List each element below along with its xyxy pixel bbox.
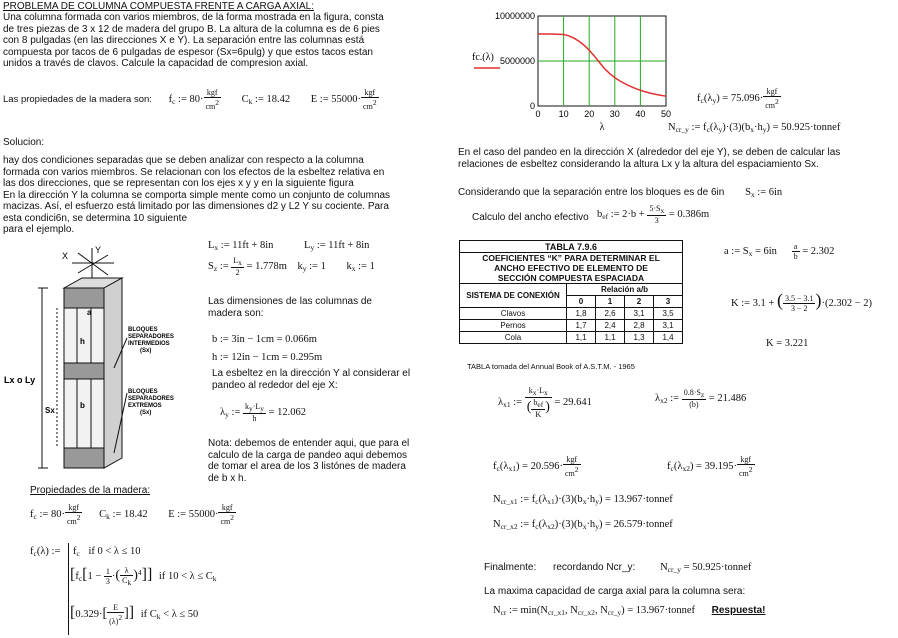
text-line: pandeo al rededor del eje X:	[212, 379, 338, 391]
text-line: de b x h.	[208, 472, 247, 484]
axis-x-label: X	[62, 251, 69, 261]
bloques2-line: EXTREMOS	[128, 403, 162, 409]
x-tick-label: 50	[660, 109, 672, 119]
k-table-col: 2	[625, 296, 654, 308]
lx-ly-defs: $L_x$ := 11ft + 8in $L_y$ := 11ft + 8in	[208, 240, 370, 252]
ncr-y-eq: $N_{cr\_y}$ := $f_c(\lambda_y)\cdot(3)(b_x\cdot h_y)$ = 50.925·tonnef	[668, 122, 841, 134]
text-line: En la dirección Y la columna se comporta simple mente como un conjunto de columnas	[3, 189, 391, 201]
bloques1-line: BLOQUES	[128, 327, 158, 333]
text-line: de tres piezas de 3 x 12 de madera del grupo B. La altura de la columna es de 6 pies	[3, 23, 380, 35]
piecewise-lhs: $f_c(\lambda)$ :=	[30, 546, 61, 558]
piecewise-case3: [0.329·[ $\frac{E}{(\lambda)^2}$ ]] if $C_k < \lambda \le 50$	[70, 603, 199, 626]
fig-h-label: h	[80, 337, 85, 346]
text-line: Una columna formada con varios miembros, de la forma mostrada en la figura, consta	[3, 12, 384, 23]
y-tick-label: 10000000	[494, 11, 535, 21]
k-table	[459, 240, 683, 344]
text-line: esta condici6n, se determina 10 siguiente	[3, 212, 188, 224]
problem-title: PROBLEMA DE COLUMNA COMPUESTA FRENTE A CARGA AXIAL:	[3, 1, 315, 12]
bloques1-line: INTERMEDIOS	[128, 341, 170, 347]
bloques1-line: SEPARADORES	[128, 334, 174, 340]
lambda-x1: $\lambda_{x1}$ := kx·Lx ( $\frac{\text{bef}}{K}$ ) = 29.641	[498, 386, 592, 419]
chart-ylabel: fc.(λ)	[472, 52, 494, 63]
x-tick-label: 40	[635, 109, 646, 119]
props-row: Las propiedades de la madera son: $f_c$ := 80· $\frac{\text{kgf}}{cm^2}$ $C_k$ := 18.42 E := 55000· $\frac{\text{kgf}}{cm^2}$	[3, 88, 377, 111]
props2-row: $f_c$ := 80· $\frac{\text{kgf}}{cm^2}$ $C_k$ := 18.42 E := 55000· $\frac{\text{kgf}}{cm^2}$	[30, 503, 234, 526]
k-table-subtitle: COEFICIENTES “K” PARA DETERMINAR EL ANCHO EFECTIVO DE ELEMENTO DE SECCIÓN COMPUESTA ESPACIADA	[460, 253, 683, 284]
table-row: Clavos 1,8 2,6 3,1 3,5	[460, 308, 683, 320]
k-table-caption: TABLA tomada del Annual Book of A.S.T.M. - 1965	[467, 362, 635, 371]
props2-heading: Propiedades de la madera:	[30, 485, 151, 496]
fig-b-label: b	[80, 401, 85, 410]
table-row: Pernos 1,7 2,4 2,8 3,1	[460, 320, 683, 332]
ncr-x1: $N_{cr\_x1}$ := $f_c(\lambda_{x1})\cdot(3)(b_x\cdot h_y)$ = 13.967·tonnef	[493, 494, 673, 506]
text-line: relaciones de esbeltez considerando la altura Lx y la altura del espaciamiento Sx.	[458, 158, 819, 170]
respuesta-label: Respuesta!	[711, 605, 766, 616]
fc-lambda-chart	[470, 8, 680, 138]
text-line: Nota: debemos de entender aqui, que para el	[208, 438, 410, 449]
sep-text: Considerando que la separación entre los bloques es de 6in $S_x$ := 6in	[458, 187, 783, 199]
bef-eq: $b_{ef}$ := 2·b + $\frac{5\cdot Sx}{3}$ = 0.386m	[597, 204, 710, 225]
k-res: K = 3.221	[766, 338, 809, 349]
bloques2-line: BLOQUES	[128, 389, 158, 395]
ancho-label: Calculo del ancho efectivo	[472, 212, 589, 223]
column-figure	[2, 243, 202, 483]
bloques2-line: (Sx)	[140, 410, 152, 416]
text-line: para el ejemplo.	[3, 224, 75, 235]
k-table-col-head: SISTEMA DE CONEXIÓN	[460, 284, 567, 308]
max-line: La maxima capacidad de carga axial para la columna sera:	[484, 586, 746, 597]
sz-def: $S_z$ := $\frac{Lx}{2}$ = 1.778m $k_y$ := 1 $k_x$ := 1	[208, 256, 375, 277]
k-table-col: 1	[596, 296, 625, 308]
nota-text	[208, 438, 409, 484]
text-line: Las dimensiones de las columnas de	[208, 296, 372, 307]
ncr-final: $N_{cr}$ := $\min(N_{cr\_x1}$, $N_{cr\_x2}$, $N_{cr\_y}$) = 13.967·tonnef Respuesta!	[493, 605, 766, 617]
final-line: Finalmente: recordando Ncr_y: $N_{cr\_y}$ = 50.925·tonnef	[484, 562, 752, 574]
chart-xlabel: λ	[599, 122, 605, 133]
text-line: En el caso del pandeo en la dirección X (alrededor del eje Y), se deben de calcular las	[458, 147, 841, 158]
k-table-rel-head: Relación a/b	[567, 284, 683, 296]
h-def: h := 12in − 1cm = 0.295m	[212, 352, 323, 363]
b-def: b := 3in − 1cm = 0.066m	[212, 334, 317, 345]
bloques2-line: SEPARADORES	[128, 396, 174, 402]
text-line: unidos a través de clavos. Calcule la capacidad de compresion axial.	[3, 58, 309, 69]
text-line: hay dos condiciones separadas que se deben analizar con respecto a la columna	[3, 155, 364, 166]
text-line: La esbeltez en la dirección Y al considerar el	[212, 368, 411, 379]
piecewise-case1: $f_c$ if 0 < λ ≤ 10	[73, 546, 141, 558]
text-line: las dos direcciones, que se representan con los ejes x y y en la siguiente figura	[3, 178, 354, 189]
text-line: madera son:	[208, 307, 264, 319]
lx-ly-label: Lx o Ly	[4, 375, 36, 385]
esbeltez-text	[212, 368, 410, 391]
lambda-x2: $\lambda_{x2}$ := $\frac{0.8\cdot Sz}{(b)}$ = 21.486	[655, 388, 747, 409]
text-line: calculo de la carga de pandeo aqui debemos	[208, 449, 408, 461]
text-line: compuesta por tacos de 6 pulgadas de espesor (Sx=6pulg) y que estos tacos estan	[3, 46, 373, 58]
sx-label: Sx	[45, 406, 55, 415]
x-tick-label: 0	[535, 109, 541, 119]
bloques1-line: (Sx)	[140, 348, 152, 354]
k-table-col: 3	[654, 296, 683, 308]
lambda-y-def: $\lambda_y$ := $\frac{ky\cdot Ly}{h}$ = 12.062	[220, 402, 307, 423]
problem-intro	[3, 12, 448, 70]
fig-a-label: a	[87, 308, 92, 317]
ncr-x2: $N_{cr\_x2}$ := $f_c(\lambda_{x2})\cdot(3)(b_x\cdot h_y)$ = 26.579·tonnef	[493, 519, 673, 531]
piecewise-case2: [$f_c[1$ − $\frac{1}{3}$ ·( $\frac{\lambda}{Ck}$ )$^4$]] if $10 < \lambda \le C_k$	[70, 566, 217, 588]
text-line: formada con varios miembros. Se relacionan con los efectos de la esbeltez relativa en	[3, 166, 385, 178]
y-tick-label: 5000000	[499, 56, 535, 66]
dim-text	[208, 296, 372, 319]
x-tick-label: 20	[584, 109, 595, 119]
table-row: Cola 1,1 1,1 1,3 1,4	[460, 332, 683, 344]
text-line: macizas. Así, el esfuerzo está limitado por las dimensiones d2 y L2 Y su cociente. Para	[3, 201, 389, 212]
x-tick-label: 10	[558, 109, 569, 119]
fc-x1: $f_c(\lambda_{x1}) = 20.596\cdot$ $\frac{\text{kgf}}{cm^2}$	[493, 455, 579, 478]
text-line: de tomar el area de los 3 listónes de madera	[208, 461, 406, 472]
axis-y-label: Y	[95, 245, 102, 255]
k-eq: K := 3.1 + ( $\frac{3.5 - 3.1}{3 - 2}$ )·(2.302 − 2)	[731, 290, 873, 314]
y-tick-label: 0	[529, 101, 535, 111]
text-line: con 8 pulgadas (en las direcciones X e Y). La separación entre las columnas está	[3, 35, 365, 46]
x-tick-label: 30	[609, 109, 620, 119]
solucion-heading: Solucion:	[3, 137, 45, 148]
piecewise-bar	[68, 543, 69, 635]
fc-x2: $f_c(\lambda_{x2}) = 39.195\cdot$ $\frac{\text{kgf}}{cm^2}$	[667, 455, 753, 478]
k-table-title: TABLA 7.9.6	[460, 241, 683, 253]
k-table-wrap	[459, 240, 683, 344]
k-table-col: 0	[567, 296, 596, 308]
a-eq: a := $S_x = 6in$ $\frac{a}{b}$ = 2.302	[724, 242, 835, 261]
fc-lambda-y: $f_c(\lambda_y) = 75.096\cdot$ $\frac{\text{kgf}}{cm^2}$	[697, 87, 779, 110]
solution-text	[3, 155, 448, 236]
pandeo-text	[458, 147, 898, 170]
